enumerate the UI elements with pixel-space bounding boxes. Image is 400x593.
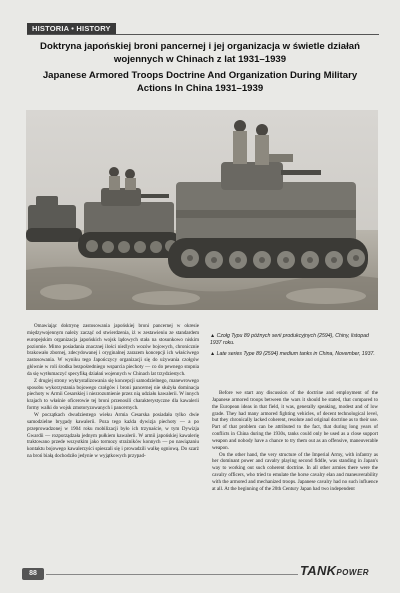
article-column-polish — [27, 323, 199, 460]
paragraph: Omawiając doktrynę zastosowania japońskiej broni pancernej w okresie międzywojennym należy zacząć od stwierdzenia, iż w zestawieniu ze standardem europejskim organizacja japońskich wojsk lądowych stała na stosunkowo niskim poziomie. Mimo posiadania znacznej ilości nieźlych wozów bojowych, chronicznie brakowało zbornej, zdecydowanej i oryginalnej zarazem koncepcji ich właściwego zastosowania. W wyniku tego Japończycy organizacji się do używania czołgów głównie w roli środka bezpośredniego wsparcia piechoty — co do pewnego stopnia da się wytłumaczyć specyfiką działań wojennych w Chinach lat trzydziestych. — [27, 323, 199, 377]
caption-english: ▲ Late series Type 89 (2594) medium tanks in China, November, 1937. — [210, 351, 375, 358]
paragraph: On the other hand, the very structure of the Imperial Army, with infantry as her dominant power and cavalry playing second fiddle, was standing in Japan's way to working out such coherent doctrine. In all other armies there were the cavalry officers, who tried to emulate the horse cavalry elan and maneuverability with the armored and mechanized troops. Japanese cavalry had no such influence at all. At the beginning of the 20th Century Japan had two independent — [212, 451, 378, 492]
section-label: HISTORIA • HISTORY — [27, 23, 116, 34]
logo-sub: POWER — [336, 568, 370, 577]
logo-main: TANK — [300, 563, 337, 578]
paragraph: Before we start any discussion of the doctrine and employment of the Japanese armored troops between the wars it should be stated, that compared to the European ideas in that field, it was, generally speaking, modest and of low grade. They had many armored fighting vehicles, of decent technological level, but they chronically lacked coherent, resolute and original doctrine as to their use. Part of that problem can be attributed to the fact, that during long years of conflicts in China during the 1930s, tanks could only be used as a close support weapon and nobody have a chance to try them out as an offensive, maneuverable weapon. — [212, 390, 378, 451]
article-column-english — [212, 390, 378, 493]
paragraph: Z drugiej strony wykrystalizowania się koncepcji samodzielnego, manewrowego sposobu wykorzystania bojowego czołgów i broni pancernej nie służyła dominacja piechoty w Armii Cesarskiej i niezrozumienie przez nią udziału kawalerii. W innych krajach to właśnie oficerowie tej broni przenosili charakterystyczne dla kawalerii formy walki do wojsk zmotoryzowanych i pancernych. — [27, 377, 199, 412]
title-english: Japanese Armored Troops Doctrine And Organization During Military Actions In China 1931–1939 — [42, 70, 358, 94]
tank-photo — [26, 110, 378, 310]
paragraph: W początkach dwudziestego wieku Armia Cesarska posiadała tylko dwie samodzielne brygady kawalerii. Poza tego każda dywizja piechoty — a po przeprowadzonej w 1904 roku mobilizacji było ich trzynaście, w tym Dywizja Gwardii — rozporządzała jednym pułkiem kawalerii. W armii japońskiej kawalerię traktowano przede wszystkim jako tormozy strażników konnych — po nawiązaniu kontaktu bojowego kawalerzyści spieszali się i prowadzili walkę ogniową. Do szarż na broń białą dochodziło jedynie w wyjątkowych przypad- — [27, 411, 199, 460]
title-polish: Doktryna japońskiej broni pancernej i jej organizacja w świetle działań wojennych w Chinach z lat 1931–1939 — [40, 41, 360, 65]
footer-rule — [46, 574, 298, 575]
caption-polish: ▲ Czołg Typu 89 późnych serii produkcyjnych (2594), Chiny, listopad 1937 roku. — [210, 333, 369, 347]
tank-photo-illustration — [26, 110, 378, 310]
photo-captions — [210, 333, 376, 363]
page-number: 88 — [22, 568, 44, 580]
magazine-logo — [300, 563, 369, 578]
